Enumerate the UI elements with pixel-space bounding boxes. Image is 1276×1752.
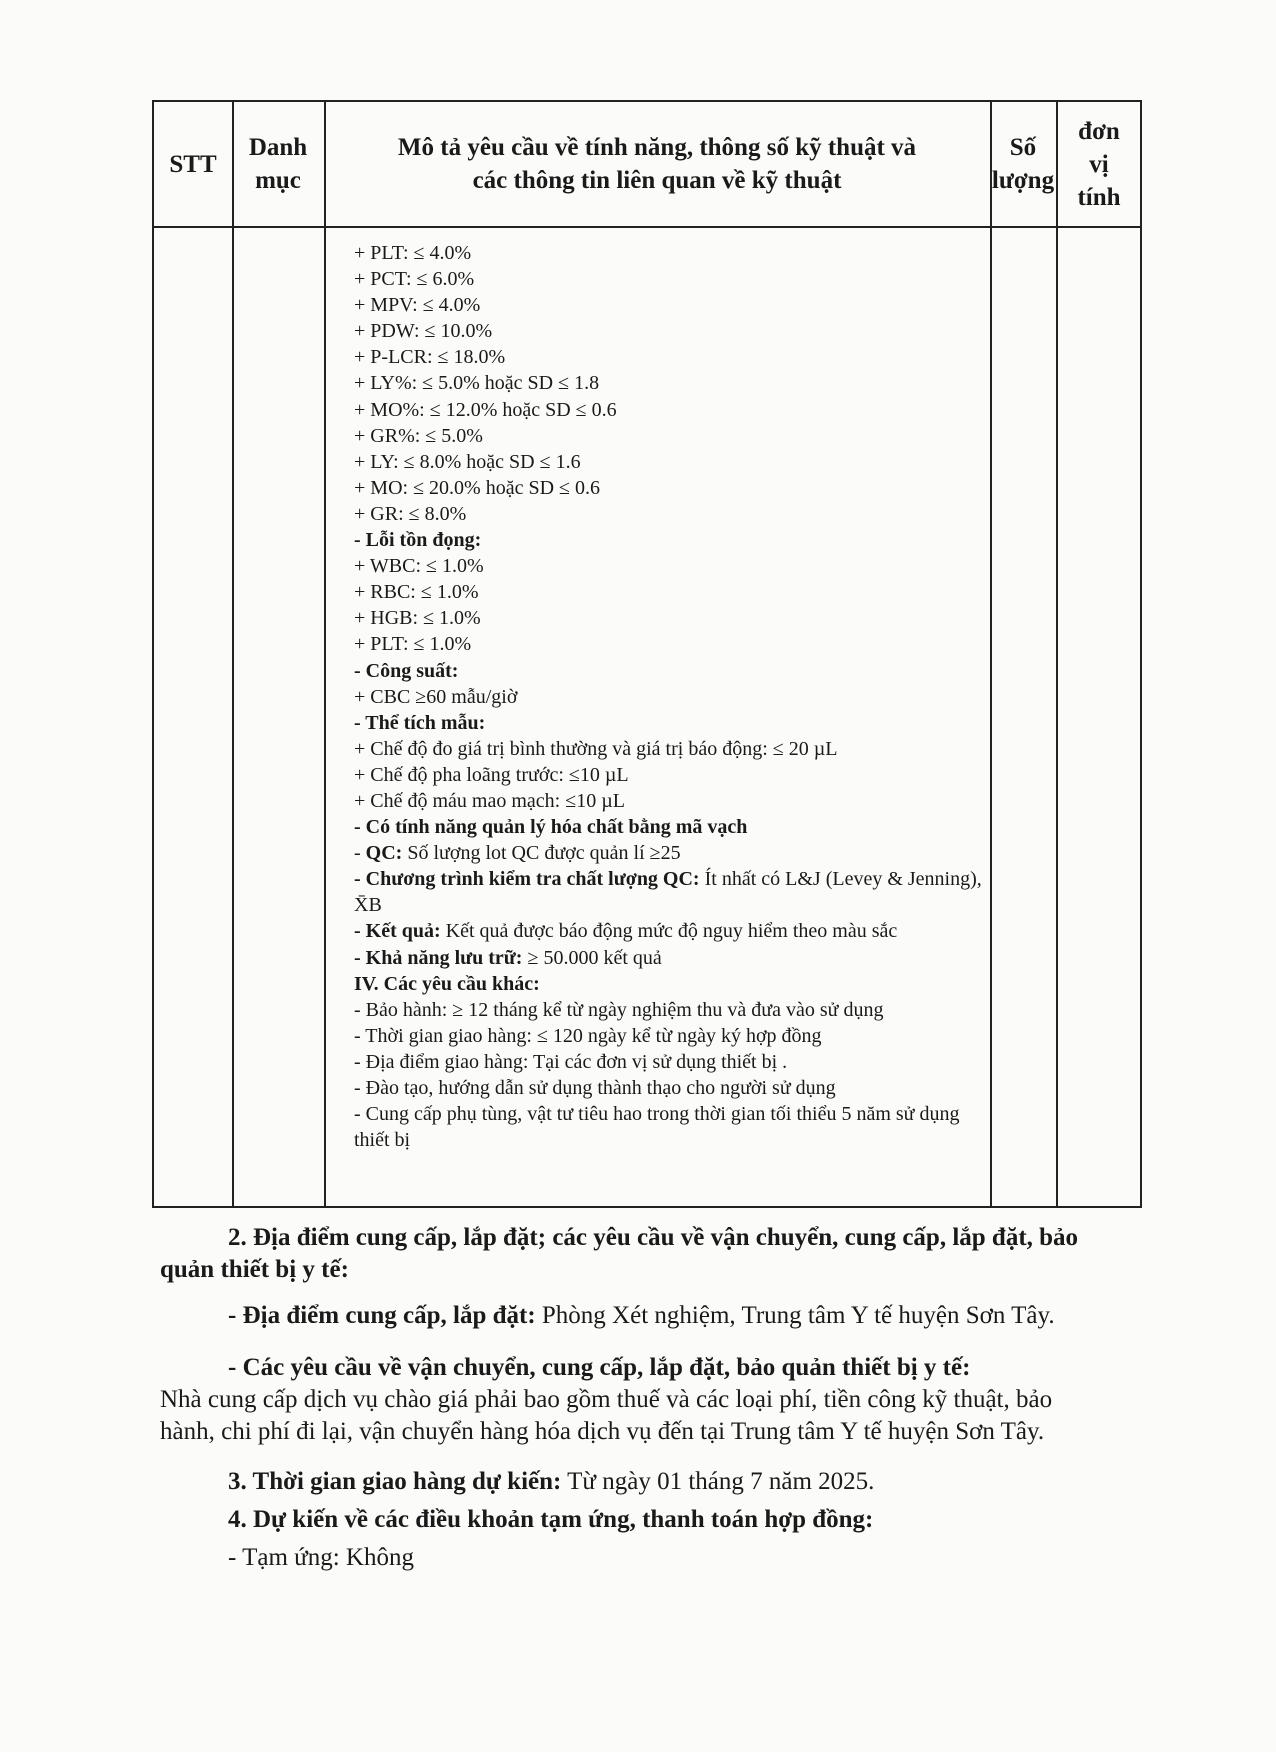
spec-line: + LY: ≤ 8.0% hoặc SD ≤ 1.6 <box>354 450 581 473</box>
spec-line: + Chế độ pha loãng trước: ≤10 µL <box>354 763 629 786</box>
spec-line: - Thể tích mẫu: <box>354 711 486 734</box>
spec-line: + PDW: ≤ 10.0% <box>354 320 493 343</box>
spec-line: - Công suất: <box>354 659 459 682</box>
column-divider <box>990 102 992 1206</box>
spec-line: + LY%: ≤ 5.0% hoặc SD ≤ 1.8 <box>354 372 600 395</box>
section3: 3. Thời gian giao hàng dự kiến: Từ ngày 01 tháng 7 năm 2025. <box>228 1468 875 1495</box>
spec-line: + GR: ≤ 8.0% <box>354 502 467 525</box>
header-danh-muc: Danh mục <box>248 134 308 194</box>
spec-line: - Thời gian giao hàng: ≤ 120 ngày kể từ ngày ký hợp đồng <box>354 1024 822 1047</box>
spec-description <box>354 240 984 1153</box>
spec-line: + Chế độ đo giá trị bình thường và giá trị báo động: ≤ 20 µL <box>354 737 838 760</box>
column-divider <box>1056 102 1058 1206</box>
spec-line: - Có tính năng quản lý hóa chất bằng mã vạch <box>354 816 748 839</box>
header-so-luong: Số lượng <box>991 134 1055 194</box>
section4-heading: 4. Dự kiến về các điều khoản tạm ứng, thanh toán hợp đồng: <box>228 1506 874 1533</box>
spec-line: IV. Các yêu cầu khác: <box>354 972 540 995</box>
header-stt: STT <box>169 150 217 178</box>
header-don-vi-tinh: đơn vị tính <box>1077 117 1121 211</box>
column-divider <box>324 102 326 1206</box>
spec-line: - Chương trình kiểm tra chất lượng QC: Ít nhất có L&J (Levey & Jenning), X̄B <box>354 868 982 917</box>
spec-line: + PLT: ≤ 4.0% <box>354 242 472 264</box>
header-mo-ta: Mô tả yêu cầu về tính năng, thông số kỹ thuật và các thông tin liên quan về kỹ thuật <box>397 134 917 194</box>
spec-line: + P-LCR: ≤ 18.0% <box>354 346 506 369</box>
spec-line: - Khả năng lưu trữ: ≥ 50.000 kết quả <box>354 946 662 969</box>
section2-heading: 2. Địa điểm cung cấp, lắp đặt; các yêu cầu về vận chuyển, cung cấp, lắp đặt, bảo quản thiết bị y tế: <box>160 1224 1079 1283</box>
spec-line: - Địa điểm giao hàng: Tại các đơn vị sử dụng thiết bị . <box>354 1050 788 1073</box>
spec-line: + WBC: ≤ 1.0% <box>354 555 484 578</box>
column-divider <box>232 102 234 1206</box>
section2-location: - Địa điểm cung cấp, lắp đặt: Phòng Xét nghiệm, Trung tâm Y tế huyện Sơn Tây. <box>228 1302 1055 1329</box>
spec-line: + Chế độ máu mao mạch: ≤10 µL <box>354 789 625 812</box>
post-table-content <box>160 1222 1104 1574</box>
spec-line: + MO%: ≤ 12.0% hoặc SD ≤ 0.6 <box>354 398 617 421</box>
spec-line: + MO: ≤ 20.0% hoặc SD ≤ 0.6 <box>354 476 600 499</box>
spec-line: + RBC: ≤ 1.0% <box>354 581 479 604</box>
spec-line: - Lỗi tồn đọng: <box>354 529 482 552</box>
spec-line: + GR%: ≤ 5.0% <box>354 424 483 447</box>
spec-line: + PLT: ≤ 1.0% <box>354 633 472 656</box>
section2-requirements-heading: - Các yêu cầu về vận chuyển, cung cấp, lắp đặt, bảo quản thiết bị y tế: <box>228 1354 971 1381</box>
spec-line: + CBC ≥60 mẫu/giờ <box>354 685 518 708</box>
spec-line: - Kết quả: Kết quả được báo động mức độ nguy hiểm theo màu sắc <box>354 920 898 943</box>
spec-line: - QC: Số lượng lot QC được quản lí ≥25 <box>354 842 681 865</box>
spec-table <box>152 100 1142 1208</box>
section2-requirements-text: Nhà cung cấp dịch vụ chào giá phải bao gồm thuế và các loại phí, tiền công kỹ thuật, bảo hành, chi phí đi lại, vận chuyển hàng hóa dịch vụ đến tại Trung tâm Y tế huyện Sơn Tây. <box>160 1386 1053 1445</box>
spec-line: - Cung cấp phụ tùng, vật tư tiêu hao trong thời gian tối thiểu 5 năm sử dụng thiết bị <box>354 1103 960 1152</box>
spec-line: + HGB: ≤ 1.0% <box>354 607 481 630</box>
spec-line: + MPV: ≤ 4.0% <box>354 294 481 317</box>
table-header-row <box>154 102 1140 228</box>
spec-line: - Đào tạo, hướng dẫn sử dụng thành thạo cho người sử dụng <box>354 1077 836 1099</box>
spec-line: - Bảo hành: ≥ 12 tháng kể từ ngày nghiệm thu và đưa vào sử dụng <box>354 998 884 1021</box>
spec-line: + PCT: ≤ 6.0% <box>354 268 475 291</box>
section4-advance: - Tạm ứng: Không <box>228 1544 414 1571</box>
